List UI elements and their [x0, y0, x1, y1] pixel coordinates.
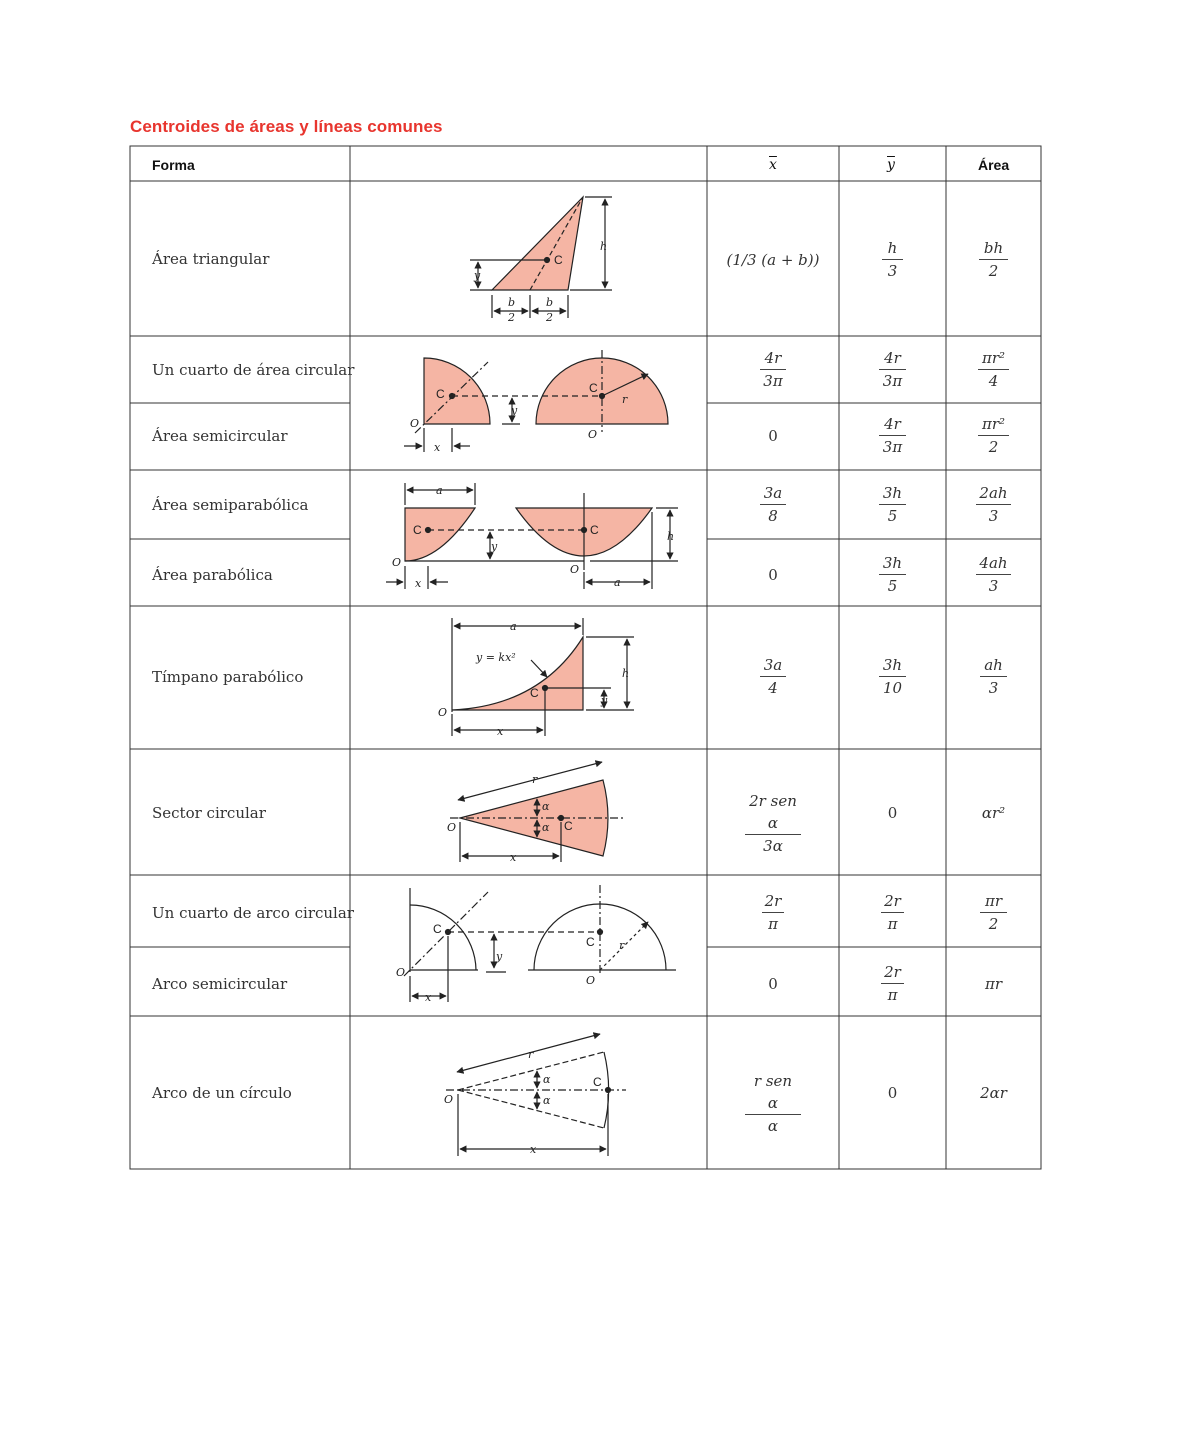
label-ybar: y [601, 694, 608, 707]
value-area: $\frac{ah}{3}$ [946, 654, 1041, 699]
label-c: C [564, 819, 573, 833]
label-r: r [622, 393, 628, 406]
label-h: h [600, 240, 608, 253]
value-area: $\frac{4ah}{3}$ [946, 552, 1041, 597]
label-ybar: y [474, 269, 481, 282]
label-a: a [436, 484, 443, 497]
row-name-semicircular: Área semicircular [152, 427, 288, 445]
figure-triangle [470, 197, 612, 318]
header-forma: Forma [152, 157, 195, 173]
value-x: $\frac{2r}{\pi}$ [707, 890, 839, 935]
value-x: $\frac{4r}{3\pi}$ [707, 347, 839, 392]
figure-sector [450, 762, 626, 862]
label-o: O [444, 1093, 454, 1106]
page-title: Centroides de áreas y líneas comunes [130, 117, 443, 136]
value-y: $\frac{4r}{3\pi}$ [839, 413, 946, 458]
row-name-quarter-arc: Un cuarto de arco circular [152, 904, 354, 922]
value-y: $\frac{2r}{\pi}$ [839, 890, 946, 935]
value-x: 0 [768, 975, 778, 993]
label-c: C [586, 935, 595, 949]
label-r: r [619, 939, 625, 952]
label-c: C [593, 1075, 602, 1089]
row-name-arc: Arco de un círculo [152, 1084, 292, 1102]
label-b: b [508, 296, 516, 309]
value-y: $\frac{2r}{\pi}$ [839, 961, 946, 1006]
label-o: O [447, 821, 457, 834]
value-x: 0 [768, 427, 778, 445]
value-x: 2r sen α 3α [707, 790, 839, 857]
label-c: C [530, 686, 539, 700]
value-area: 2αr [980, 1084, 1007, 1102]
label-o: O [410, 417, 420, 430]
label-xbar: x [510, 851, 517, 864]
label-a: a [510, 620, 517, 633]
label-o: O [438, 706, 448, 719]
value-y: $\frac{h}{3}$ [839, 237, 946, 282]
value-x: $\frac{3a}{8}$ [707, 482, 839, 527]
figure-parabolic-areas [386, 483, 678, 589]
label-c: C [413, 523, 422, 537]
label-alpha: α [542, 800, 550, 813]
row-name-parabolic: Área parabólica [152, 566, 273, 584]
label-ybar: y [511, 404, 518, 417]
label-2: 2 [508, 311, 515, 324]
figure-circle-arc [446, 1034, 626, 1156]
label-c: C [589, 381, 598, 395]
row-name-spandrel: Tímpano parabólico [152, 668, 304, 686]
value-x: (1/3 (a + b)) [726, 251, 820, 269]
value-area: $\frac{bh}{2}$ [946, 237, 1041, 282]
row-name-sector: Sector circular [152, 804, 266, 822]
label-xbar: x [425, 991, 432, 1004]
value-y: 0 [887, 804, 898, 822]
figure-arcs [404, 885, 676, 1002]
label-c: C [554, 253, 563, 267]
label-xbar: x [497, 725, 504, 738]
value-y: $\frac{3h}{5}$ [839, 482, 946, 527]
value-y: $\frac{4r}{3\pi}$ [839, 347, 946, 392]
value-x: 0 [768, 566, 778, 584]
label-alpha: α [543, 1094, 551, 1107]
figure-spandrel [452, 618, 634, 736]
value-area: πr [984, 975, 1003, 993]
label-xbar: x [434, 441, 441, 454]
label-r: r [528, 1048, 534, 1061]
label-h: h [622, 667, 630, 680]
value-area: $\frac{\pi r}{2}$ [946, 890, 1041, 935]
value-x: r sen α α [707, 1070, 839, 1137]
header-ybar: $\overline{y}$ [887, 157, 895, 173]
value-area: $\frac{\text{πr²}}{4}$ [946, 347, 1041, 392]
value-y: $\frac{3h}{5}$ [839, 552, 946, 597]
label-o: O [588, 428, 598, 441]
label-o: O [392, 556, 402, 569]
value-area: $\frac{2ah}{3}$ [946, 482, 1041, 527]
label-curve: y = kx² [476, 651, 516, 664]
label-xbar: x [415, 577, 422, 590]
label-o: O [570, 563, 580, 576]
figure-quarter-semi-area [404, 350, 668, 452]
value-area: $\frac{\text{πr²}}{2}$ [946, 413, 1041, 458]
row-name-triangular: Área triangular [152, 250, 270, 268]
label-2: 2 [546, 311, 553, 324]
value-y: $\frac{3h}{10}$ [839, 654, 946, 699]
label-a: a [614, 576, 621, 589]
value-x: $\frac{3a}{4}$ [707, 654, 839, 699]
header-xbar: $\overline{x}$ [769, 157, 777, 173]
row-name-quarter-area: Un cuarto de área circular [152, 361, 355, 379]
label-h: h [667, 530, 675, 543]
header-area: Área [978, 157, 1010, 173]
label-ybar: y [496, 950, 503, 963]
label-r: r [532, 773, 538, 786]
label-ybar: y [491, 540, 498, 553]
row-name-semiparabolic: Área semiparabólica [152, 496, 309, 514]
label-b: b [546, 296, 554, 309]
label-c: C [433, 922, 442, 936]
label-o: O [396, 966, 406, 979]
label-c: C [436, 387, 445, 401]
label-xbar: x [530, 1143, 537, 1156]
value-area: αr² [981, 804, 1006, 822]
label-o: O [586, 974, 596, 987]
label-alpha: α [543, 1073, 551, 1086]
row-name-semi-arc: Arco semicircular [152, 975, 288, 993]
label-alpha: α [542, 821, 550, 834]
value-y: 0 [887, 1084, 898, 1102]
label-c: C [590, 523, 599, 537]
